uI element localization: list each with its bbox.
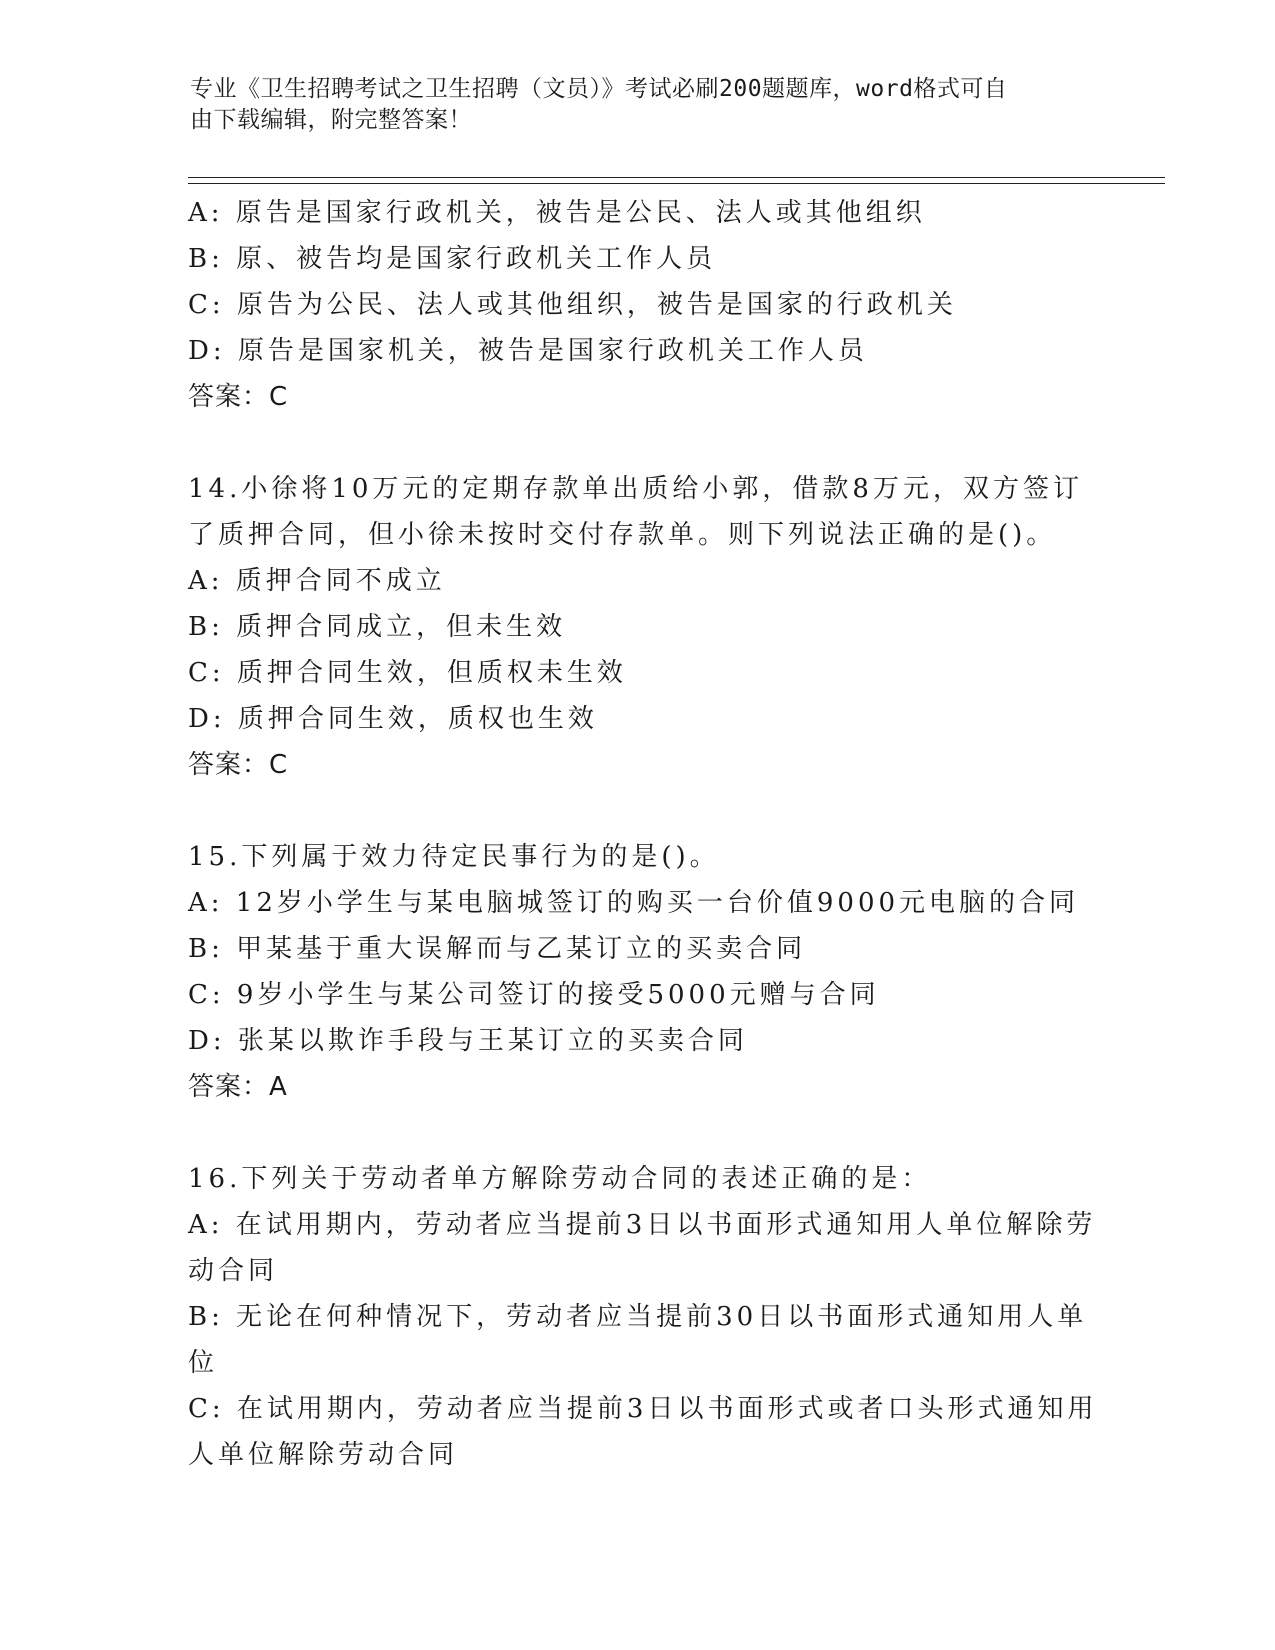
question-stem: 15.下列属于效力待定民事行为的是()。 bbox=[188, 842, 720, 872]
header-line-1: 专业《卫生招聘考试之卫生招聘（文员）》考试必刷200题题库，word格式可自 bbox=[190, 76, 1008, 102]
question-15 bbox=[188, 834, 1088, 1110]
spacer bbox=[188, 788, 1088, 834]
option-a-continued: 动合同 bbox=[188, 1256, 279, 1286]
spacer bbox=[188, 420, 1088, 466]
question-16 bbox=[188, 1156, 1098, 1478]
option-c: C: 9岁小学生与某公司签订的接受5000元赠与合同 bbox=[188, 980, 880, 1010]
option-b: B: 甲某基于重大误解而与乙某订立的买卖合同 bbox=[188, 934, 807, 964]
option-a: A: 在试用期内，劳动者应当提前3日以书面形式通知用人单位解除劳 bbox=[188, 1210, 1097, 1240]
option-c: C: 原告为公民、法人或其他组织，被告是国家的行政机关 bbox=[188, 290, 957, 320]
question-14 bbox=[188, 466, 1088, 788]
spacer bbox=[188, 1110, 1088, 1156]
option-b: B: 原、被告均是国家行政机关工作人员 bbox=[188, 244, 717, 274]
question-stem-continued: 了质押合同，但小徐未按时交付存款单。则下列说法正确的是()。 bbox=[188, 520, 1057, 550]
question-content bbox=[188, 190, 1098, 1478]
option-c: C: 在试用期内，劳动者应当提前3日以书面形式或者口头形式通知用 bbox=[188, 1394, 1098, 1424]
header-divider-bottom bbox=[188, 183, 1165, 184]
option-d: D: 张某以欺诈手段与王某订立的买卖合同 bbox=[188, 1026, 748, 1056]
document-header bbox=[190, 74, 1090, 136]
option-b: B: 质押合同成立，但未生效 bbox=[188, 612, 567, 642]
question-stem: 14.小徐将10万元的定期存款单出质给小郭，借款8万元，双方签订 bbox=[188, 474, 1083, 504]
option-b-continued: 位 bbox=[188, 1348, 219, 1378]
header-divider-top bbox=[188, 177, 1165, 178]
option-b: B: 无论在何种情况下，劳动者应当提前30日以书面形式通知用人单 bbox=[188, 1302, 1088, 1332]
answer: 答案：A bbox=[188, 1072, 288, 1102]
option-d: D: 质押合同生效，质权也生效 bbox=[188, 704, 598, 734]
option-a: A: 原告是国家行政机关，被告是公民、法人或其他组织 bbox=[188, 198, 926, 228]
option-a: A: 质押合同不成立 bbox=[188, 566, 446, 596]
option-c-continued: 人单位解除劳动合同 bbox=[188, 1440, 459, 1470]
header-line-2: 由下载编辑，附完整答案！ bbox=[190, 107, 472, 133]
question-13 bbox=[188, 190, 1088, 420]
option-d: D: 原告是国家机关，被告是国家行政机关工作人员 bbox=[188, 336, 868, 366]
question-stem: 16.下列关于劳动者单方解除劳动合同的表述正确的是： bbox=[188, 1164, 932, 1194]
option-c: C: 质押合同生效，但质权未生效 bbox=[188, 658, 627, 688]
answer: 答案：C bbox=[188, 750, 289, 780]
answer: 答案：C bbox=[188, 382, 289, 412]
option-a: A: 12岁小学生与某电脑城签订的购买一台价值9000元电脑的合同 bbox=[188, 888, 1080, 918]
